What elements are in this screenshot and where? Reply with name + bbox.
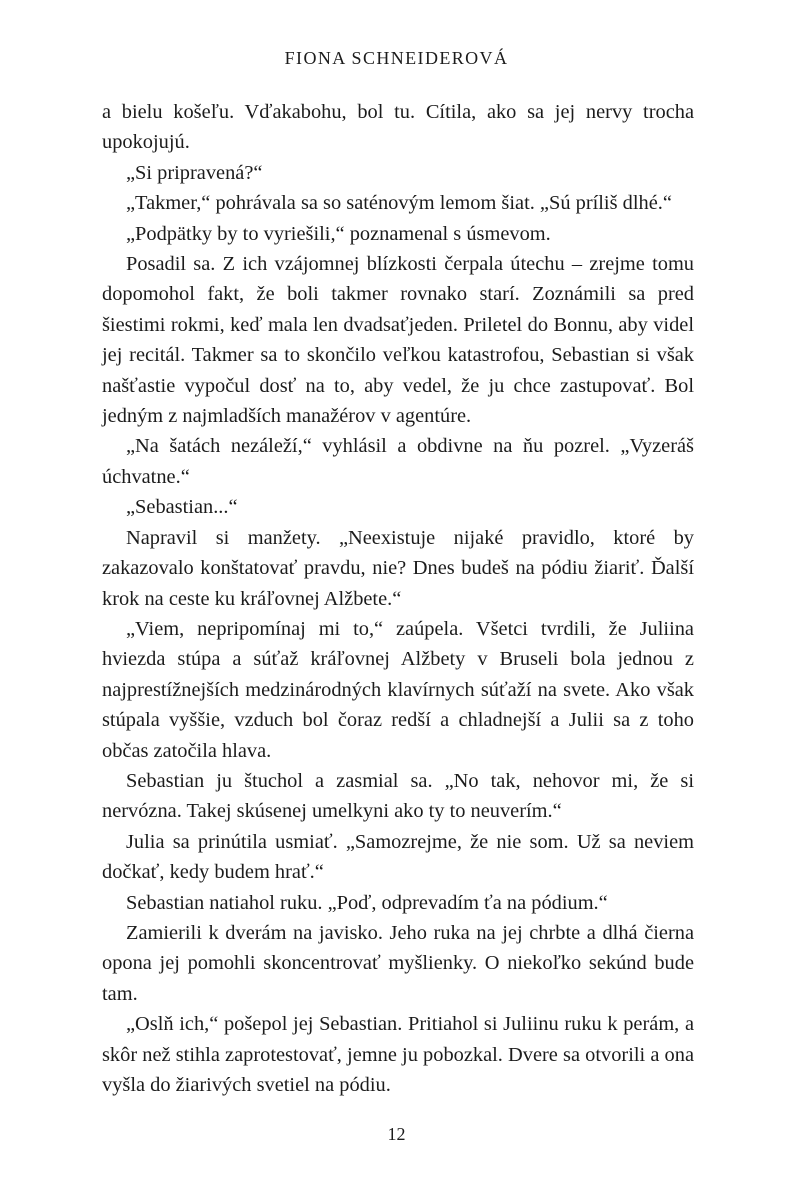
body-text xyxy=(102,97,694,1100)
paragraph: „Podpätky by to vyriešili,“ poznamenal s úsmevom. xyxy=(126,222,551,245)
paragraph: Napravil si manžety. „Neexistuje nijaké pravidlo, ktoré by zakazovalo konštatovať pravdu, nie? Dnes budeš na pódiu žiariť. Ďalší krok na ceste ku kráľovnej Alžbete.“ xyxy=(102,526,694,610)
paragraph: „Na šatách nezáleží,“ vyhlásil a obdivne na ňu pozrel. „Vyzeráš úchvatne.“ xyxy=(102,435,694,488)
paragraph: „Sebastian...“ xyxy=(126,496,238,519)
running-head: FIONA SCHNEIDEROVÁ xyxy=(284,48,509,68)
paragraph: „Oslň ich,“ pošepol jej Sebastian. Pritiahol si Juliinu ruku k perám, a skôr než stihla zaprotestovať, jemne ju pobozkal. Dvere sa otvorili a ona vyšla do žiarivých svetiel na pódiu. xyxy=(102,1013,694,1096)
page-number: 12 xyxy=(387,1124,406,1144)
paragraph: Sebastian ju štuchol a zasmial sa. „No tak, nehovor mi, že si nervózna. Takej skúsenej umelkyni ako ty to neuverím.“ xyxy=(102,769,694,823)
paragraph: „Takmer,“ pohrávala sa so saténovým lemom šiat. „Sú príliš dlhé.“ xyxy=(126,192,672,215)
paragraph: „Si pripravená?“ xyxy=(126,161,263,184)
paragraph: Zamierili k dverám na javisko. Jeho ruka na jej chrbte a dlhá čierna opona jej pomohli skoncentrovať myšlienky. O niekoľko sekúnd bude tam. xyxy=(102,921,694,1005)
paragraph: Sebastian natiahol ruku. „Poď, odprevadím ťa na pódium.“ xyxy=(126,891,608,914)
paragraph: „Viem, nepripomínaj mi to,“ zaúpela. Všetci tvrdili, že Juliina hviezda stúpa a súťaž kráľovnej Alžbety v Bruseli bola jednou z najprestížnejších medzinárodných klavírnych súťaží na svete. Ako však stúpala vyššie, vzduch bol čoraz redší a chladnejší a Julii sa z toho občas zatočila hlava. xyxy=(102,617,694,762)
paragraph: a bielu košeľu. Vďakabohu, bol tu. Cítila, ako sa jej nervy trocha upokojujú. xyxy=(102,101,694,154)
paragraph: Posadil sa. Z ich vzájomnej blízkosti čerpala útechu – zrejme tomu dopomohol fakt, že boli takmer rovnako starí. Zoznámili sa pred šiestimi rokmi, keď mala len dvadsaťjeden. Priletel do Bonnu, aby videl jej recitál. Takmer sa to skončilo veľkou katastrofou, Sebastian si však našťastie vypočul dosť na to, aby vedel, že ju chce zastupovať. Bol jedným z najmladších manažérov v agentúre. xyxy=(102,253,694,428)
paragraph: Julia sa prinútila usmiať. „Samozrejme, že nie som. Už sa neviem dočkať, kedy budem hrať.“ xyxy=(102,830,694,884)
